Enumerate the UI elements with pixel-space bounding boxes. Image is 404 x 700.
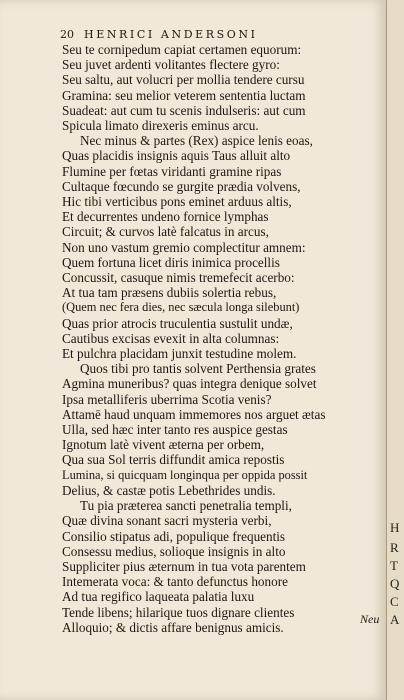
verse-line: Non uno vastum gremio complectitur amnem: [62, 239, 306, 255]
verse-line: Cultaque fœcundo se gurgite prædia volvens, [62, 178, 301, 194]
verse-line: Quæ divina sonant sacri mysteria verbi, [62, 513, 272, 529]
verse-line: Agmina muneribus? quas integra denique solvet [62, 376, 317, 392]
facing-letter: Q [390, 576, 400, 591]
verse-line: Seu te cornipedum capiat certamen equorum: [62, 42, 302, 57]
running-header [60, 28, 258, 41]
verse-line: Hic tibi verticibus pons eminet arduus altis, [62, 194, 292, 210]
verse-line: Quas placidis insignis aquis Taus alluit alto [62, 148, 291, 164]
facing-letter: A [390, 612, 400, 627]
verse-line: Ipsa metalliferis uberrima Scotia venis? [62, 391, 272, 407]
verse-line: Nec minus & partes (Rex) aspice lenis eoas, [80, 133, 313, 149]
verse-line: Consilio stipatus adi, populique frequentis [62, 528, 286, 544]
verse-line: At tua tam præsens dubiis solertia rebus, [62, 285, 277, 301]
verse-line: Flumine per fœtas viridanti gramine ripas [62, 163, 282, 179]
verse-line: Suppliciter pius æternum in tua vota parentem [62, 558, 306, 574]
page-number: 20 [60, 28, 74, 41]
verse-line: Spicula limato direxeris eminus arcu. [62, 118, 259, 134]
verse-line: Tende libens; hilarique tuos dignare clientes [62, 604, 295, 620]
verse-line: Circuit; & curvos latè falcatus in arcus, [62, 224, 269, 240]
verse-line: Gramina: seu melior veterem sententia luctam [62, 87, 306, 103]
verse-line: Et pulchra placidam junxit testudine molem. [62, 346, 297, 362]
verse-line: Attamē haud unquam immemores nos arguet ætas [62, 406, 326, 422]
verse-line: Alloquio; & dictis affare benignus amicis. [62, 619, 284, 635]
facing-letter: H [390, 520, 400, 535]
verse-line: Seu saltu, aut volucri per mollia tendere cursu [62, 72, 305, 88]
verse-line: Ad tua regifico laqueata palatia luxu [62, 589, 255, 605]
verse-line: Cautibus excisas evexit in alta columnas: [62, 330, 280, 346]
verse-line: Qua sua Sol terris diffundit amica repostis [62, 452, 285, 468]
verse-line: Quos tibi pro tantis solvent Perthensia grates [80, 361, 316, 377]
verse-line: Quas prior atrocis truculentia sustulit undæ, [62, 315, 293, 331]
verse-line: Quem fortuna licet diris inimica procellis [62, 254, 280, 270]
verse-line: Ignotum latè vivent æterna per orbem, [62, 437, 265, 453]
verse-line: Intemerata voca: & tanto defunctus honore [62, 574, 288, 590]
verse-line: Lumina, si quicquam longinqua per oppida possit [62, 467, 308, 482]
verse-line: Concussit, casuque nimis tremefecit acerbo: [62, 270, 295, 286]
facing-page-edge [386, 0, 404, 700]
facing-letter: C [390, 594, 399, 609]
verse-line: Et decurrentes undeno fornice lymphas [62, 209, 269, 225]
verse-line: Tu pia præterea sancti penetralia templi, [80, 498, 292, 514]
verse-line: (Quem nec fera dies, nec sæcula longa silebunt) [62, 300, 300, 315]
catchword: Neu [360, 612, 380, 626]
facing-letter: R [390, 540, 399, 555]
poem-text [62, 42, 380, 635]
facing-letter: T [390, 558, 398, 573]
verse-line: Seu juvet ardenti volitantes flectere gyro: [62, 57, 280, 73]
verse-line: Consessu medius, solioque insignis in alto [62, 543, 286, 559]
verse-line: Ulla, sed hæc inter tanto res auspice gestas [62, 422, 288, 438]
verse-line: Delius, & castæ potis Lebethrides undis. [62, 482, 276, 498]
verse-line: Suadeat: aut cum tu scenis indulseris: aut cum [62, 102, 306, 118]
running-title: HENRICI ANDERSONI [84, 28, 258, 41]
